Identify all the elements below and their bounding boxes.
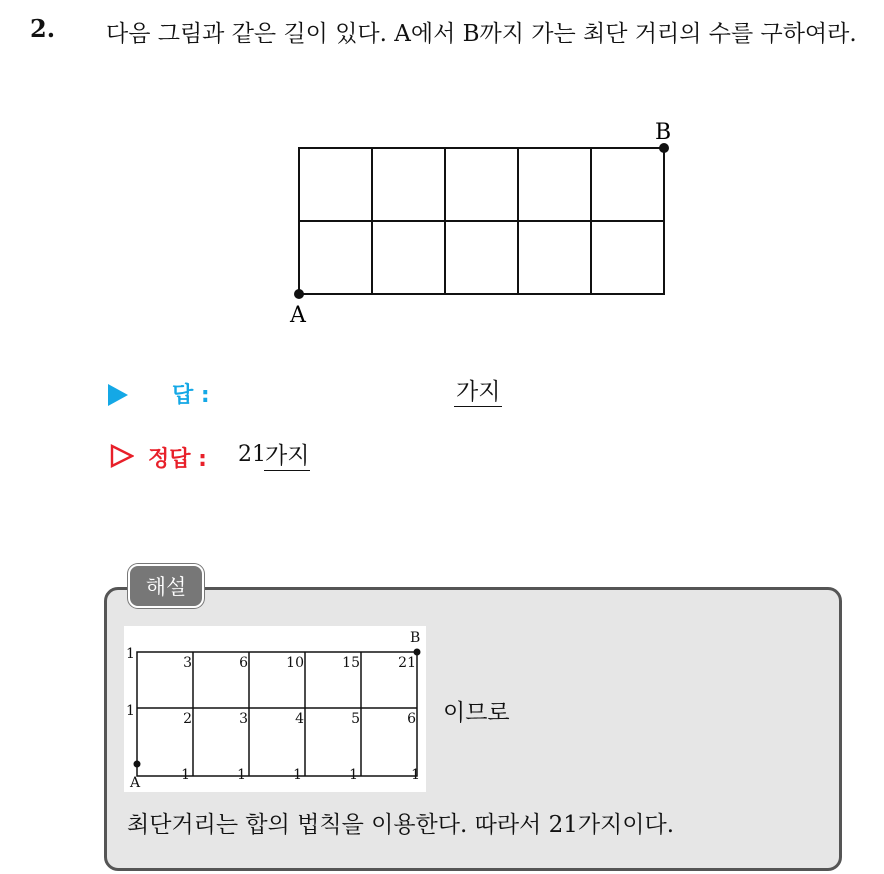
correct-triangle-icon xyxy=(110,444,134,468)
start-point xyxy=(294,289,304,299)
top-count: 21 xyxy=(398,655,416,671)
start-label: A xyxy=(290,303,306,328)
correct-label: 정답 : xyxy=(148,447,207,472)
bottom-count: 1 xyxy=(293,767,302,783)
middle-count: 5 xyxy=(351,711,360,727)
top-count: 6 xyxy=(239,655,248,671)
explanation-figure xyxy=(124,626,426,792)
correct-unit: 가지 xyxy=(265,443,310,469)
middle-count: 3 xyxy=(239,711,248,727)
question-number: 2. xyxy=(30,14,56,43)
explanation-conclusion: 최단거리는 합의 법칙을 이용한다. 따라서 21가지이다. xyxy=(127,812,675,838)
top-count: 10 xyxy=(286,655,304,671)
correct-value: 21 xyxy=(238,442,266,467)
middle-count: 4 xyxy=(295,711,304,727)
bottom-count: 1 xyxy=(181,767,190,783)
correct-answer-row xyxy=(108,440,608,476)
explanation-after-figure: 이므로 xyxy=(443,700,510,726)
question-text: 다음 그림과 같은 길이 있다. A에서 B까지 가는 최단 거리의 수를 구하여라. xyxy=(106,21,857,47)
answer-label: 답 : xyxy=(172,383,210,408)
bottom-count: 1 xyxy=(411,767,420,783)
explanation-start-label: A xyxy=(130,775,141,791)
path-grid-figure xyxy=(270,112,690,332)
bottom-count: 1 xyxy=(237,767,246,783)
bottom-count: 1 xyxy=(349,767,358,783)
explanation-end-label: B xyxy=(410,630,421,646)
answer-triangle-icon xyxy=(108,384,128,406)
answer-unit: 가지 xyxy=(456,379,501,405)
top-count: 15 xyxy=(342,655,360,671)
explanation-tab: 해설 xyxy=(128,564,204,608)
left-count: 1 xyxy=(126,646,135,662)
end-label: B xyxy=(655,120,672,145)
explanation-start-point xyxy=(134,761,141,768)
left-count: 1 xyxy=(126,703,135,719)
answer-row xyxy=(108,376,608,412)
grid-lines xyxy=(299,148,664,294)
middle-count: 2 xyxy=(183,711,192,727)
top-count: 3 xyxy=(183,655,192,671)
middle-count: 6 xyxy=(407,711,416,727)
